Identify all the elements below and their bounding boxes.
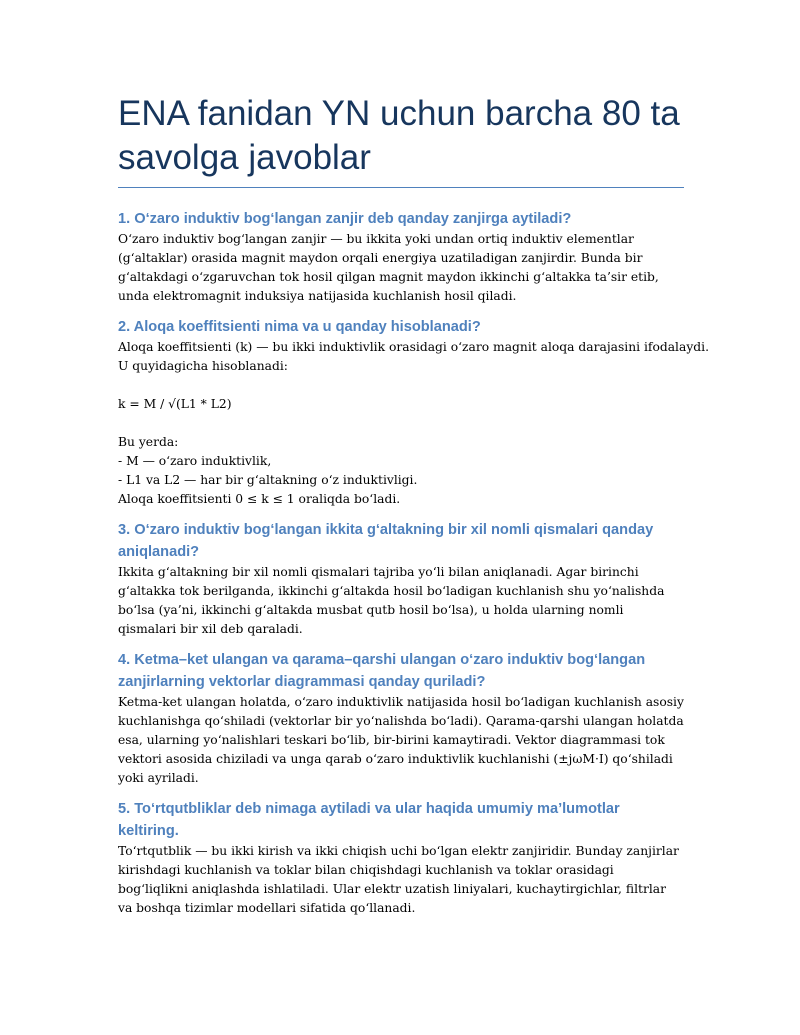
document-page bbox=[118, 92, 709, 918]
question-heading: 1. O‘zaro induktiv bog‘langan zanjir deb qanday zanjirga aytiladi? bbox=[118, 211, 572, 227]
question-section-5 bbox=[118, 798, 684, 918]
question-heading: 4. Ketma–ket ulangan va qarama–qarshi ulangan o‘zaro induktiv bog‘langan zanjirlarning vektorlar diagrammasi qanday quriladi? bbox=[118, 652, 646, 690]
answer-line: - L1 va L2 — har bir g‘altakning o‘z induktivligi. bbox=[118, 473, 418, 487]
blank-line bbox=[118, 414, 684, 433]
blank-line bbox=[118, 376, 684, 395]
question-heading: 2. Aloqa koeffitsienti nima va u qanday hisoblanadi? bbox=[118, 319, 481, 335]
answer-line: Bu yerda: bbox=[118, 435, 179, 449]
formula-line: k = M / √(L1 * L2) bbox=[118, 397, 232, 411]
question-section-2 bbox=[118, 316, 709, 509]
question-section-1 bbox=[118, 208, 684, 306]
answer-paragraph: To‘rtqutblik — bu ikki kirish va ikki chiqish uchi bo‘lgan elektr zanjiridir. Bunday zanjirlar kirishdagi kuchlanish va toklar bilan chiqishdagi kuchlanish va toklar orasidagi bog‘liqlikni aniqlashda ishlatiladi. Ular elektr uzatish liniyalari, kuchaytirgichlar, filtrlar va boshqa tizimlar modellari sifatida qo‘llanadi. bbox=[118, 844, 679, 915]
answer-line: U quyidagicha hisoblanadi: bbox=[118, 359, 288, 373]
answer-line: Aloqa koeffitsienti (k) — bu ikki induktivlik orasidagi o‘zaro magnit aloqa darajasini ifodalaydi. bbox=[118, 340, 709, 354]
answer-line: - M — o‘zaro induktivlik, bbox=[118, 454, 272, 468]
answer-paragraph: O‘zaro induktiv bog‘langan zanjir — bu ikkita yoki undan ortiq induktiv elementlar (g‘altaklar) orasida magnit maydon orqali energiya uzatiladigan zanjirdir. Bunda bir g‘altakdagi o‘zgaruvchan tok hosil qilgan magnit maydon ikkinchi g‘altakka ta’sir etib, unda elektromagnit induksiya natijasida kuchlanish hosil qiladi. bbox=[118, 232, 659, 303]
answer-line: Aloqa koeffitsienti 0 ≤ k ≤ 1 oraliqda bo‘ladi. bbox=[118, 492, 401, 506]
question-section-4 bbox=[118, 649, 684, 788]
question-heading: 5. To‘rtqutbliklar deb nimaga aytiladi va ular haqida umumiy ma’lumotlar keltiring. bbox=[118, 801, 620, 839]
answer-block bbox=[118, 338, 709, 509]
document-title: ENA fanidan YN uchun barcha 80 ta savolga javoblar bbox=[118, 92, 684, 188]
question-section-3 bbox=[118, 519, 684, 639]
answer-paragraph: Ketma-ket ulangan holatda, o‘zaro induktivlik natijasida hosil bo‘ladigan kuchlanish asosiy kuchlanishga qo‘shiladi (vektorlar bir yo‘nalishda bo‘ladi). Qarama-qarshi ulangan holatda esa, ularning yo‘nalishlari teskari bo‘lib, bir-birini kamaytiradi. Vektor diagrammasi tok vektori asosida chiziladi va unga qarab o‘zaro induktivlik kuchlanishi (±jωM·I) qo‘shiladi yoki ayriladi. bbox=[118, 695, 684, 785]
answer-paragraph: Ikkita g‘altakning bir xil nomli qismalari tajriba yo‘li bilan aniqlanadi. Agar birinchi g‘altakka tok berilganda, ikkinchi g‘altakda hosil bo‘ladigan kuchlanish shu yo‘nalishda bo‘lsa (ya’ni, ikkinchi g‘altakda musbat qutb hosil bo‘lsa), u holda ularning nomli qismalari bir xil deb qaraladi. bbox=[118, 565, 665, 636]
question-heading: 3. O‘zaro induktiv bog‘langan ikkita g‘altakning bir xil nomli qismalari qanday aniqlanadi? bbox=[118, 522, 654, 560]
